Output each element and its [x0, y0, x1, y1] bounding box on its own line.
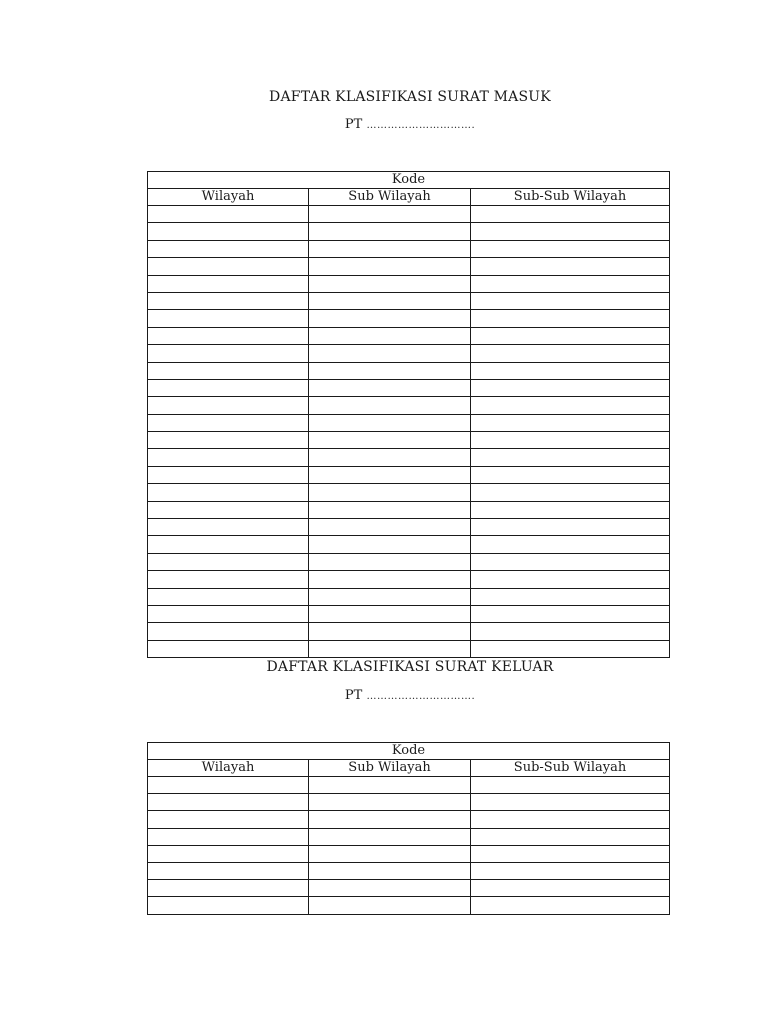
pt-blank-dots: …………………………. [366, 120, 476, 131]
table-cell[interactable] [148, 623, 309, 640]
table-cell[interactable] [148, 345, 309, 362]
column-header-sub-sub-wilayah: Sub-Sub Wilayah [471, 189, 670, 206]
table-cell[interactable] [471, 379, 670, 396]
table-cell[interactable] [148, 588, 309, 605]
table-cell[interactable] [471, 327, 670, 344]
table-cell[interactable] [471, 623, 670, 640]
table-cell[interactable] [309, 640, 471, 657]
table-cell[interactable] [309, 536, 471, 553]
table-row [148, 811, 670, 828]
table-row [148, 862, 670, 879]
table-cell[interactable] [148, 432, 309, 449]
table-row [148, 571, 670, 588]
table-cell[interactable] [148, 605, 309, 622]
table-cell[interactable] [148, 292, 309, 309]
table-cell[interactable] [471, 519, 670, 536]
table-cell[interactable] [471, 292, 670, 309]
table-cell[interactable] [471, 310, 670, 327]
table-cell[interactable] [471, 345, 670, 362]
table-cell[interactable] [309, 258, 471, 275]
table-cell[interactable] [309, 484, 471, 501]
table-cell[interactable] [309, 571, 471, 588]
table-cell[interactable] [309, 310, 471, 327]
table-cell[interactable] [148, 310, 309, 327]
table-cell[interactable] [148, 640, 309, 657]
table-row [148, 501, 670, 518]
table-row [148, 553, 670, 570]
table-cell[interactable] [471, 640, 670, 657]
table-cell[interactable] [471, 571, 670, 588]
table-cell[interactable] [148, 327, 309, 344]
table-row [148, 292, 670, 309]
table-row [148, 397, 670, 414]
table-cell[interactable] [309, 327, 471, 344]
table-cell[interactable] [148, 553, 309, 570]
table-row [148, 605, 670, 622]
table-row [148, 623, 670, 640]
kode-header: Kode [148, 172, 670, 189]
column-header-sub-wilayah: Sub Wilayah [309, 760, 471, 777]
table-cell[interactable] [309, 623, 471, 640]
table-cell[interactable] [148, 777, 309, 794]
table-cell[interactable] [309, 588, 471, 605]
table-row [148, 206, 670, 223]
table-row [148, 310, 670, 327]
table-cell[interactable] [309, 414, 471, 431]
table-row [148, 897, 670, 914]
table-cell[interactable] [309, 828, 471, 845]
table-cell[interactable] [148, 571, 309, 588]
title-surat-keluar: DAFTAR KLASIFIKASI SURAT KELUAR [266, 659, 554, 675]
table-row [148, 880, 670, 897]
table-cell[interactable] [148, 223, 309, 240]
table-row [148, 794, 670, 811]
pt-line-masuk [0, 117, 768, 132]
table-cell[interactable] [471, 414, 670, 431]
table-cell[interactable] [309, 345, 471, 362]
table-klasifikasi-masuk [147, 171, 670, 658]
table-cell[interactable] [309, 275, 471, 292]
table-cell[interactable] [148, 880, 309, 897]
table-cell[interactable] [309, 466, 471, 483]
table-cell[interactable] [471, 275, 670, 292]
pt-label: PT [344, 117, 363, 132]
table-cell[interactable] [148, 862, 309, 879]
table-cell[interactable] [148, 240, 309, 257]
table-cell[interactable] [471, 397, 670, 414]
table-cell[interactable] [309, 501, 471, 518]
table-row [148, 588, 670, 605]
column-header-wilayah: Wilayah [148, 760, 309, 777]
table-cell[interactable] [471, 897, 670, 914]
table-row [148, 432, 670, 449]
table-cell[interactable] [309, 897, 471, 914]
table-cell[interactable] [148, 519, 309, 536]
table-row [148, 449, 670, 466]
table-cell[interactable] [148, 536, 309, 553]
table-cell[interactable] [471, 777, 670, 794]
table-cell[interactable] [471, 811, 670, 828]
table-row [148, 414, 670, 431]
column-header-sub-wilayah: Sub Wilayah [309, 189, 471, 206]
table-cell[interactable] [471, 501, 670, 518]
table-cell[interactable] [471, 880, 670, 897]
table-row [148, 240, 670, 257]
table-cell[interactable] [148, 501, 309, 518]
table-cell[interactable] [309, 362, 471, 379]
table-cell[interactable] [471, 258, 670, 275]
table-cell[interactable] [309, 240, 471, 257]
table-cell[interactable] [471, 845, 670, 862]
table-cell[interactable] [309, 811, 471, 828]
table-cell[interactable] [309, 862, 471, 879]
table-cell[interactable] [471, 536, 670, 553]
table-cell[interactable] [148, 466, 309, 483]
table-cell[interactable] [309, 880, 471, 897]
table-cell[interactable] [309, 432, 471, 449]
table-cell[interactable] [309, 206, 471, 223]
table-cell[interactable] [471, 862, 670, 879]
table-row [148, 258, 670, 275]
table-cell[interactable] [471, 240, 670, 257]
table-cell[interactable] [309, 519, 471, 536]
table-row [148, 640, 670, 657]
table-cell[interactable] [309, 379, 471, 396]
table-cell[interactable] [471, 449, 670, 466]
table-cell[interactable] [148, 828, 309, 845]
pt-line-keluar [0, 688, 768, 703]
title-surat-masuk: DAFTAR KLASIFIKASI SURAT MASUK [269, 89, 551, 105]
table-cell[interactable] [148, 484, 309, 501]
table-row [148, 362, 670, 379]
table-cell[interactable] [309, 794, 471, 811]
pt-blank-dots: …………………………. [366, 691, 476, 702]
kode-header: Kode [148, 743, 670, 760]
table-cell[interactable] [148, 379, 309, 396]
column-header-wilayah: Wilayah [148, 189, 309, 206]
table-row [148, 466, 670, 483]
table-cell[interactable] [309, 292, 471, 309]
table-cell[interactable] [471, 206, 670, 223]
table-row [148, 845, 670, 862]
table-cell[interactable] [471, 466, 670, 483]
table-row [148, 777, 670, 794]
table-cell[interactable] [148, 811, 309, 828]
table-cell[interactable] [148, 414, 309, 431]
table-cell[interactable] [148, 897, 309, 914]
table-cell[interactable] [309, 223, 471, 240]
table-cell[interactable] [309, 449, 471, 466]
column-header-sub-sub-wilayah: Sub-Sub Wilayah [471, 760, 670, 777]
table-row [148, 828, 670, 845]
table-row [148, 223, 670, 240]
table-cell[interactable] [471, 484, 670, 501]
table-cell[interactable] [471, 223, 670, 240]
table-row [148, 536, 670, 553]
table-cell[interactable] [148, 794, 309, 811]
table-row [148, 275, 670, 292]
table-cell[interactable] [309, 845, 471, 862]
table-row [148, 484, 670, 501]
table-row [148, 327, 670, 344]
table-row [148, 345, 670, 362]
table-row [148, 379, 670, 396]
pt-label: PT [344, 688, 363, 703]
table-cell[interactable] [148, 362, 309, 379]
table-cell[interactable] [148, 258, 309, 275]
table-cell[interactable] [148, 449, 309, 466]
table-cell[interactable] [471, 794, 670, 811]
table-cell[interactable] [148, 845, 309, 862]
table-cell[interactable] [148, 206, 309, 223]
table-row [148, 519, 670, 536]
table-cell[interactable] [148, 275, 309, 292]
table-cell[interactable] [309, 605, 471, 622]
table-cell[interactable] [471, 588, 670, 605]
table-cell[interactable] [471, 362, 670, 379]
table-cell[interactable] [471, 605, 670, 622]
table-cell[interactable] [309, 397, 471, 414]
table-cell[interactable] [148, 397, 309, 414]
table-cell[interactable] [309, 553, 471, 570]
table-cell[interactable] [471, 432, 670, 449]
table-cell[interactable] [309, 777, 471, 794]
table-cell[interactable] [471, 828, 670, 845]
table-klasifikasi-keluar [147, 742, 670, 915]
table-cell[interactable] [471, 553, 670, 570]
